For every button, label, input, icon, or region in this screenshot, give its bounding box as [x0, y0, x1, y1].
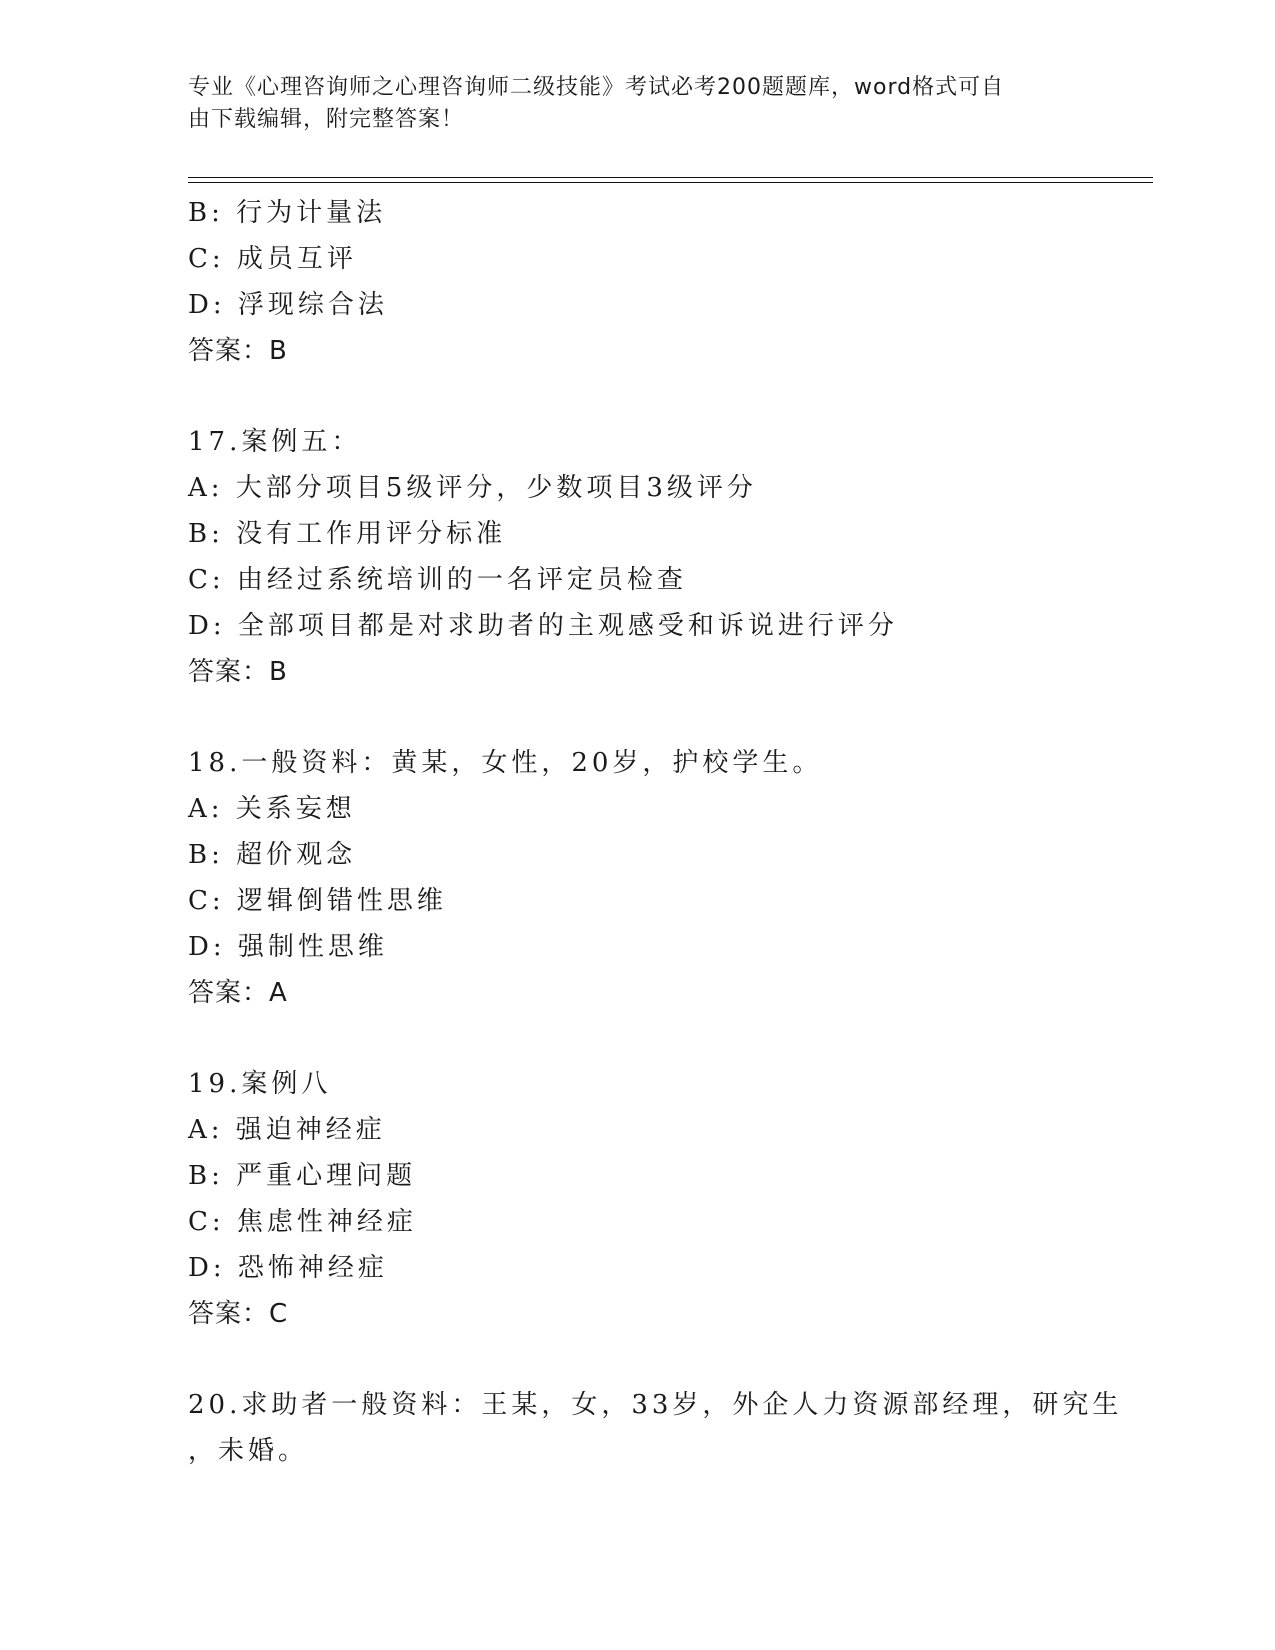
option-c: C: 成员互评 — [188, 244, 357, 274]
option-a: A: 大部分项目5级评分，少数项目3级评分 — [188, 473, 757, 503]
answer-line: 答案：A — [188, 978, 288, 1008]
question-stem: 19.案例八 — [188, 1069, 332, 1099]
option-c: C: 由经过系统培训的一名评定员检查 — [188, 565, 687, 595]
answer-line: 答案：B — [188, 657, 288, 687]
header-line-1: 专业《心理咨询师之心理咨询师二级技能》考试必考200题题库，word格式可自 — [188, 75, 1005, 100]
question-block-20 — [188, 1382, 1148, 1474]
header-divider-top — [188, 177, 1153, 178]
option-d: D: 全部项目都是对求助者的主观感受和诉说进行评分 — [188, 611, 898, 641]
option-c: C: 逻辑倒错性思维 — [188, 886, 447, 916]
document-body — [188, 190, 1148, 1474]
question-stem: 18.一般资料：黄某，女性，20岁，护校学生。 — [188, 748, 823, 778]
option-a: A: 关系妄想 — [188, 794, 356, 824]
question-block-19 — [188, 1061, 1148, 1337]
answer-line: 答案：C — [188, 1299, 289, 1329]
option-d: D: 强制性思维 — [188, 932, 388, 962]
option-a: A: 强迫神经症 — [188, 1115, 386, 1145]
answer-line: 答案：B — [188, 336, 288, 366]
question-block-18 — [188, 740, 1148, 1016]
question-block-16 — [188, 190, 1148, 374]
option-c: C: 焦虑性神经症 — [188, 1207, 417, 1237]
option-d: D: 恐怖神经症 — [188, 1253, 388, 1283]
option-b: B: 没有工作用评分标准 — [188, 519, 507, 549]
question-stem-line-2: ，未婚。 — [188, 1436, 309, 1466]
option-b: B: 超价观念 — [188, 840, 357, 870]
option-b: B: 行为计量法 — [188, 198, 387, 228]
question-stem: 17.案例五： — [188, 427, 362, 457]
header-line-2: 由下载编辑，附完整答案！ — [188, 107, 465, 132]
option-b: B: 严重心理问题 — [188, 1161, 417, 1191]
question-stem-line-1: 20.求助者一般资料：王某，女，33岁，外企人力资源部经理，研究生 — [188, 1390, 1123, 1420]
question-block-17 — [188, 419, 1148, 695]
header-divider-bottom — [188, 182, 1153, 183]
document-header — [188, 72, 1068, 136]
option-d: D: 浮现综合法 — [188, 290, 388, 320]
